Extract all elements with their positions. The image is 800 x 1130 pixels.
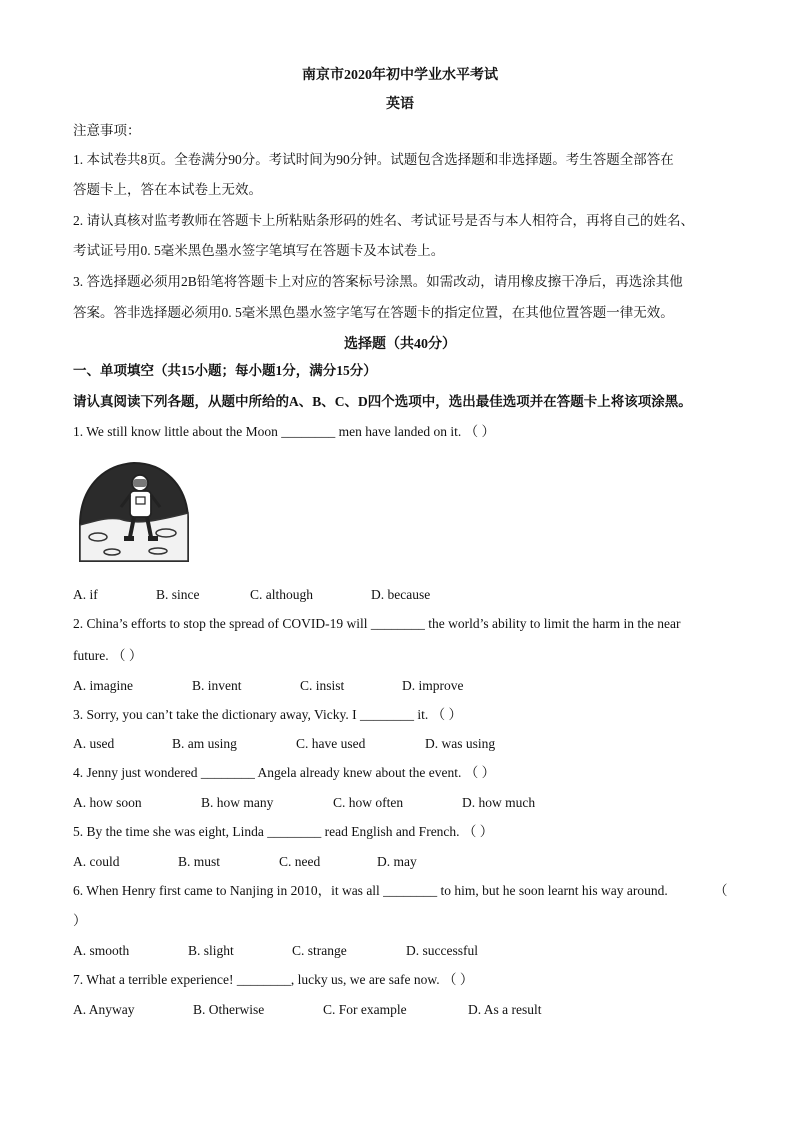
option-b: B. since: [156, 587, 200, 602]
option-a: A. used: [73, 736, 115, 751]
option-b: B. must: [178, 854, 221, 869]
option-c: C. For example: [323, 1002, 407, 1017]
notice-heading: 注意事项：: [73, 123, 141, 138]
question-stem: 2. China’s efforts to stop the spread of COVID-19 will ________ the world’s ability to limit the harm in the near: [73, 616, 681, 631]
astronaut-on-moon-illustration: [76, 455, 191, 567]
option-d: D. because: [371, 587, 431, 602]
option-c: C. insist: [300, 678, 345, 693]
instruction: 请认真阅读下列各题，从题中所给的A、B、C、D四个选项中，选出最佳选项并在答题卡上将该项涂黑。: [73, 394, 692, 409]
option-b: B. am using: [172, 736, 237, 751]
option-a: A. how soon: [73, 795, 142, 810]
notice-line: 3. 答选择题必须用2B铅笔将答题卡上对应的答案标号涂黑。如需改动，请用橡皮擦干净后，再选涂其他: [73, 274, 683, 289]
part-title: 一、单项填空（共15小题；每小题1分，满分15分）: [73, 363, 377, 378]
notice-line: 答题卡上，答在本试卷上无效。: [73, 182, 262, 197]
notice-line: 1. 本试卷共8页。全卷满分90分。考试时间为90分钟。试题包含选择题和非选择题。考生答题全部答在: [73, 152, 674, 167]
option-c: C. how often: [333, 795, 404, 810]
option-a: A. imagine: [73, 678, 133, 693]
option-b: B. how many: [201, 795, 274, 810]
option-d: D. As a result: [468, 1002, 542, 1017]
question-stem: 6. When Henry first came to Nanjing in 2010，it was all ________ to him, but he soon learnt his way around.: [73, 883, 668, 898]
option-b: B. Otherwise: [193, 1002, 265, 1017]
option-b: B. invent: [192, 678, 242, 693]
option-d: D. was using: [425, 736, 496, 751]
question-stem: 4. Jenny just wondered ________ Angela already knew about the event. （ ）: [73, 765, 496, 780]
answer-parenthesis-open: （: [714, 883, 728, 898]
option-c: C. strange: [292, 943, 347, 958]
option-d: D. improve: [402, 678, 464, 693]
option-a: A. smooth: [73, 943, 130, 958]
option-d: D. successful: [406, 943, 478, 958]
option-a: A. could: [73, 854, 120, 869]
notice-line: 2. 请认真核对监考教师在答题卡上所粘贴条形码的姓名、考试证号是否与本人相符合，再将自己的姓名、: [73, 213, 694, 228]
option-d: D. may: [377, 854, 417, 869]
notice-line: 考试证号用0. 5毫米黑色墨水签字笔填写在答题卡及本试卷上。: [73, 243, 445, 258]
option-a: A. if: [73, 587, 98, 602]
option-a: A. Anyway: [73, 1002, 135, 1017]
question-stem: 5. By the time she was eight, Linda ________ read English and French. （ ）: [73, 824, 494, 839]
question-stem: 7. What a terrible experience! ________, lucky us, we are safe now. （ ）: [73, 972, 474, 987]
option-c: C. have used: [296, 736, 366, 751]
option-d: D. how much: [462, 795, 536, 810]
question-stem: 3. Sorry, you can’t take the dictionary away, Vicky. I ________ it. （ ）: [73, 707, 462, 722]
option-c: C. need: [279, 854, 321, 869]
option-b: B. slight: [188, 943, 234, 958]
option-c: C. although: [250, 587, 313, 602]
notice-line: 答案。答非选择题必须用0. 5毫米黑色墨水签字笔写在答题卡的指定位置，在其他位置答题一律无效。: [73, 305, 674, 320]
section-title: 选择题（共40分）: [344, 337, 456, 352]
answer-parenthesis-close: ）: [73, 913, 87, 928]
question-stem-continued: future. （ ）: [73, 648, 143, 663]
question-stem: 1. We still know little about the Moon ________ men have landed on it. （ ）: [73, 424, 495, 439]
exam-title: 南京市2020年初中学业水平考试: [302, 68, 498, 83]
exam-subject: 英语: [386, 97, 414, 112]
